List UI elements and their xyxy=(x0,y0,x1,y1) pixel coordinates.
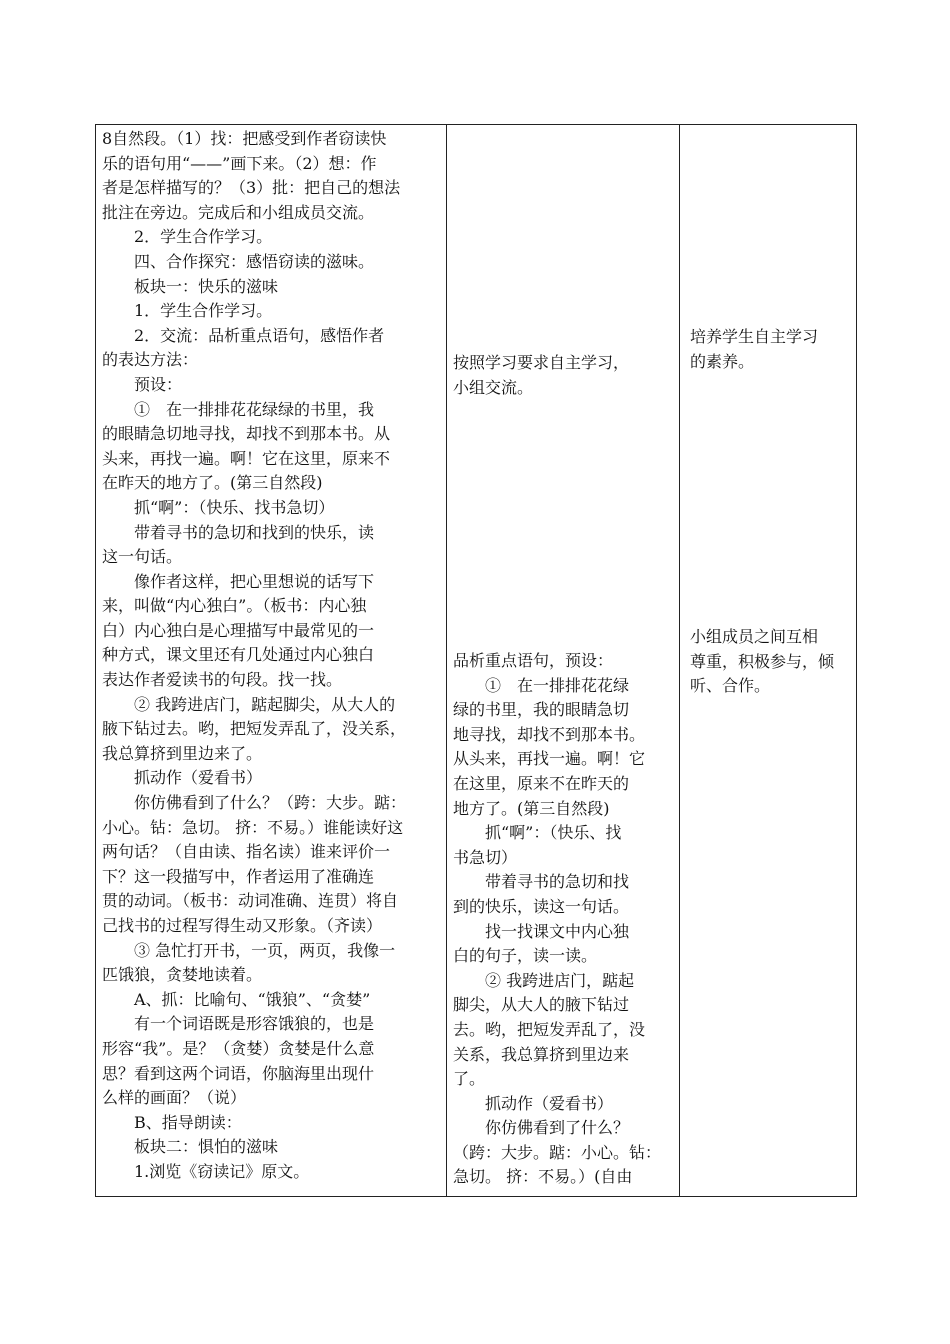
student-activity-cell xyxy=(447,125,680,1197)
text-line: 找一找课文中内心独 xyxy=(453,921,630,941)
text-line: 8自然段。（1）找：把感受到作者窃读快 xyxy=(102,129,387,148)
text-line: 白的句子，读一读。 xyxy=(453,946,598,966)
text-line: 这一句话。 xyxy=(102,547,183,567)
text-line: 来，叫做“内心独白”。（板书：内心独 xyxy=(102,596,367,616)
text-line: 抓“啊”：（快乐、找 xyxy=(453,823,622,843)
text-line: 四、合作探究：感悟窃读的滋味。 xyxy=(102,251,375,271)
text-line: 白）内心独白是心理描写中最常见的一 xyxy=(102,620,375,640)
text-line: 预设： xyxy=(102,374,183,394)
design-intent-text-2 xyxy=(684,623,838,699)
text-line: 贯的动词。（板书：动词准确、连贯）将自 xyxy=(102,891,399,911)
text-line: 我总算挤到里边来了。 xyxy=(102,743,263,763)
text-line: 小心。钻：急切。 挤：不易。）谁能读好这 xyxy=(102,817,404,837)
text-line: 绿的书里，我的眼睛急切 xyxy=(453,700,630,720)
text-line: 么样的画面？（说） xyxy=(102,1088,247,1108)
text-line: 像作者这样，把心里想说的话写下 xyxy=(102,571,375,591)
student-activity-text-1 xyxy=(447,349,633,400)
text-line: 己找书的过程写得生动又形象。（齐读） xyxy=(102,916,383,935)
text-line: 在昨天的地方了。(第三自然段) xyxy=(102,473,323,493)
text-line: 下？这一段描写中，作者运用了准确连 xyxy=(102,866,375,886)
text-line: 的眼睛急切地寻找，却找不到那本书。从 xyxy=(102,424,391,444)
text-line: 了。 xyxy=(453,1069,486,1089)
text-line: 脚尖，从大人的腋下钻过 xyxy=(453,995,630,1015)
design-intent-text-1 xyxy=(684,323,822,374)
text-line: 急切。 挤：不易。）(自由 xyxy=(453,1167,633,1187)
text-line: 品析重点语句，预设： xyxy=(453,651,614,670)
text-line: 1.浏览《窃读记》原文。 xyxy=(102,1161,310,1181)
text-line: 板块一：快乐的滋味 xyxy=(102,276,279,296)
text-line: 小组成员之间互相 xyxy=(690,627,819,646)
text-line: 小组交流。 xyxy=(453,377,534,397)
text-line: 带着寻书的急切和找 xyxy=(453,872,630,892)
text-line: 培养学生自主学习 xyxy=(690,327,819,346)
student-activity-text-2 xyxy=(447,647,665,1190)
text-line: ③ 急忙打开书，一页，两页，我像一 xyxy=(102,940,396,960)
text-line: ① 在一排排花花绿绿的书里，我 xyxy=(102,399,375,419)
text-line: ② 我跨进店门，踮起脚尖，从大人的 xyxy=(102,694,396,714)
text-line: 你仿佛看到了什么？（跨：大步。踮： xyxy=(102,793,407,813)
text-line: 1．学生合作学习。 xyxy=(102,301,273,321)
text-line: 从头来，再找一遍。啊！它 xyxy=(453,749,646,769)
lesson-plan-table xyxy=(95,124,857,1197)
text-line: 地方了。(第三自然段) xyxy=(453,798,610,818)
text-line: 表达作者爱读书的句段。找一找。 xyxy=(102,670,343,690)
text-line: 思？看到这两个词语，你脑海里出现什 xyxy=(102,1063,375,1083)
text-line: 腋下钻过去。哟，把短发弄乱了，没关系， xyxy=(102,719,407,739)
text-line: 关系，我总算挤到里边来 xyxy=(453,1044,630,1064)
text-line: 板块二：惧怕的滋味 xyxy=(102,1137,279,1157)
text-line: （跨：大步。踮：小心。钻： xyxy=(453,1142,662,1162)
text-line: 两句话？（自由读、指名读）谁来评价一 xyxy=(102,842,391,862)
text-line: 2．交流：品析重点语句，感悟作者 xyxy=(102,325,385,345)
text-line: 到的快乐，读这一句话。 xyxy=(453,896,630,916)
text-line: 按照学习要求自主学习， xyxy=(453,353,630,372)
text-line: ① 在一排排花花绿 xyxy=(453,675,630,695)
text-line: 在这里，原来不在昨天的 xyxy=(453,773,630,793)
text-line: B、指导朗读： xyxy=(102,1112,242,1132)
text-line: 听、合作。 xyxy=(690,676,771,696)
table-row xyxy=(96,125,857,1197)
text-line: 去。哟，把短发弄乱了，没 xyxy=(453,1019,646,1039)
text-line: 头来，再找一遍。啊！它在这里，原来不 xyxy=(102,448,391,468)
text-line: 匹饿狼，贪婪地读着。 xyxy=(102,965,263,985)
text-line: 尊重，积极参与，倾 xyxy=(690,651,835,671)
text-line: 的表达方法： xyxy=(102,350,199,370)
text-line: 书急切） xyxy=(453,847,518,867)
text-line: ② 我跨进店门，踮起 xyxy=(453,970,635,990)
text-line: 有一个词语既是形容饿狼的，也是 xyxy=(102,1014,375,1034)
text-line: 抓“啊”：（快乐、找书急切） xyxy=(102,497,335,517)
text-line: 你仿佛看到了什么？ xyxy=(453,1118,630,1138)
text-line: 的素养。 xyxy=(690,351,755,371)
teacher-activity-text xyxy=(96,125,446,1185)
text-line: 乐的语句用“——”画下来。（2）想：作 xyxy=(102,153,377,173)
text-line: 批注在旁边。完成后和小组成员交流。 xyxy=(102,202,375,222)
text-line: A、抓：比喻句、“饿狼”、“贪婪” xyxy=(102,989,371,1009)
text-line: 地寻找，却找不到那本书。 xyxy=(453,724,646,744)
text-line: 形容“我”。是？（贪婪）贪婪是什么意 xyxy=(102,1038,375,1058)
text-line: 者是怎样描写的？（3）批：把自己的想法 xyxy=(102,178,401,198)
text-line: 抓动作（爱看书） xyxy=(102,768,263,788)
design-intent-cell xyxy=(680,125,857,1197)
text-line: 种方式，课文里还有几处通过内心独白 xyxy=(102,645,375,665)
text-line: 抓动作（爱看书） xyxy=(453,1093,614,1113)
text-line: 带着寻书的急切和找到的快乐，读 xyxy=(102,522,375,542)
text-line: 2．学生合作学习。 xyxy=(102,227,273,247)
teacher-activity-cell xyxy=(96,125,447,1197)
